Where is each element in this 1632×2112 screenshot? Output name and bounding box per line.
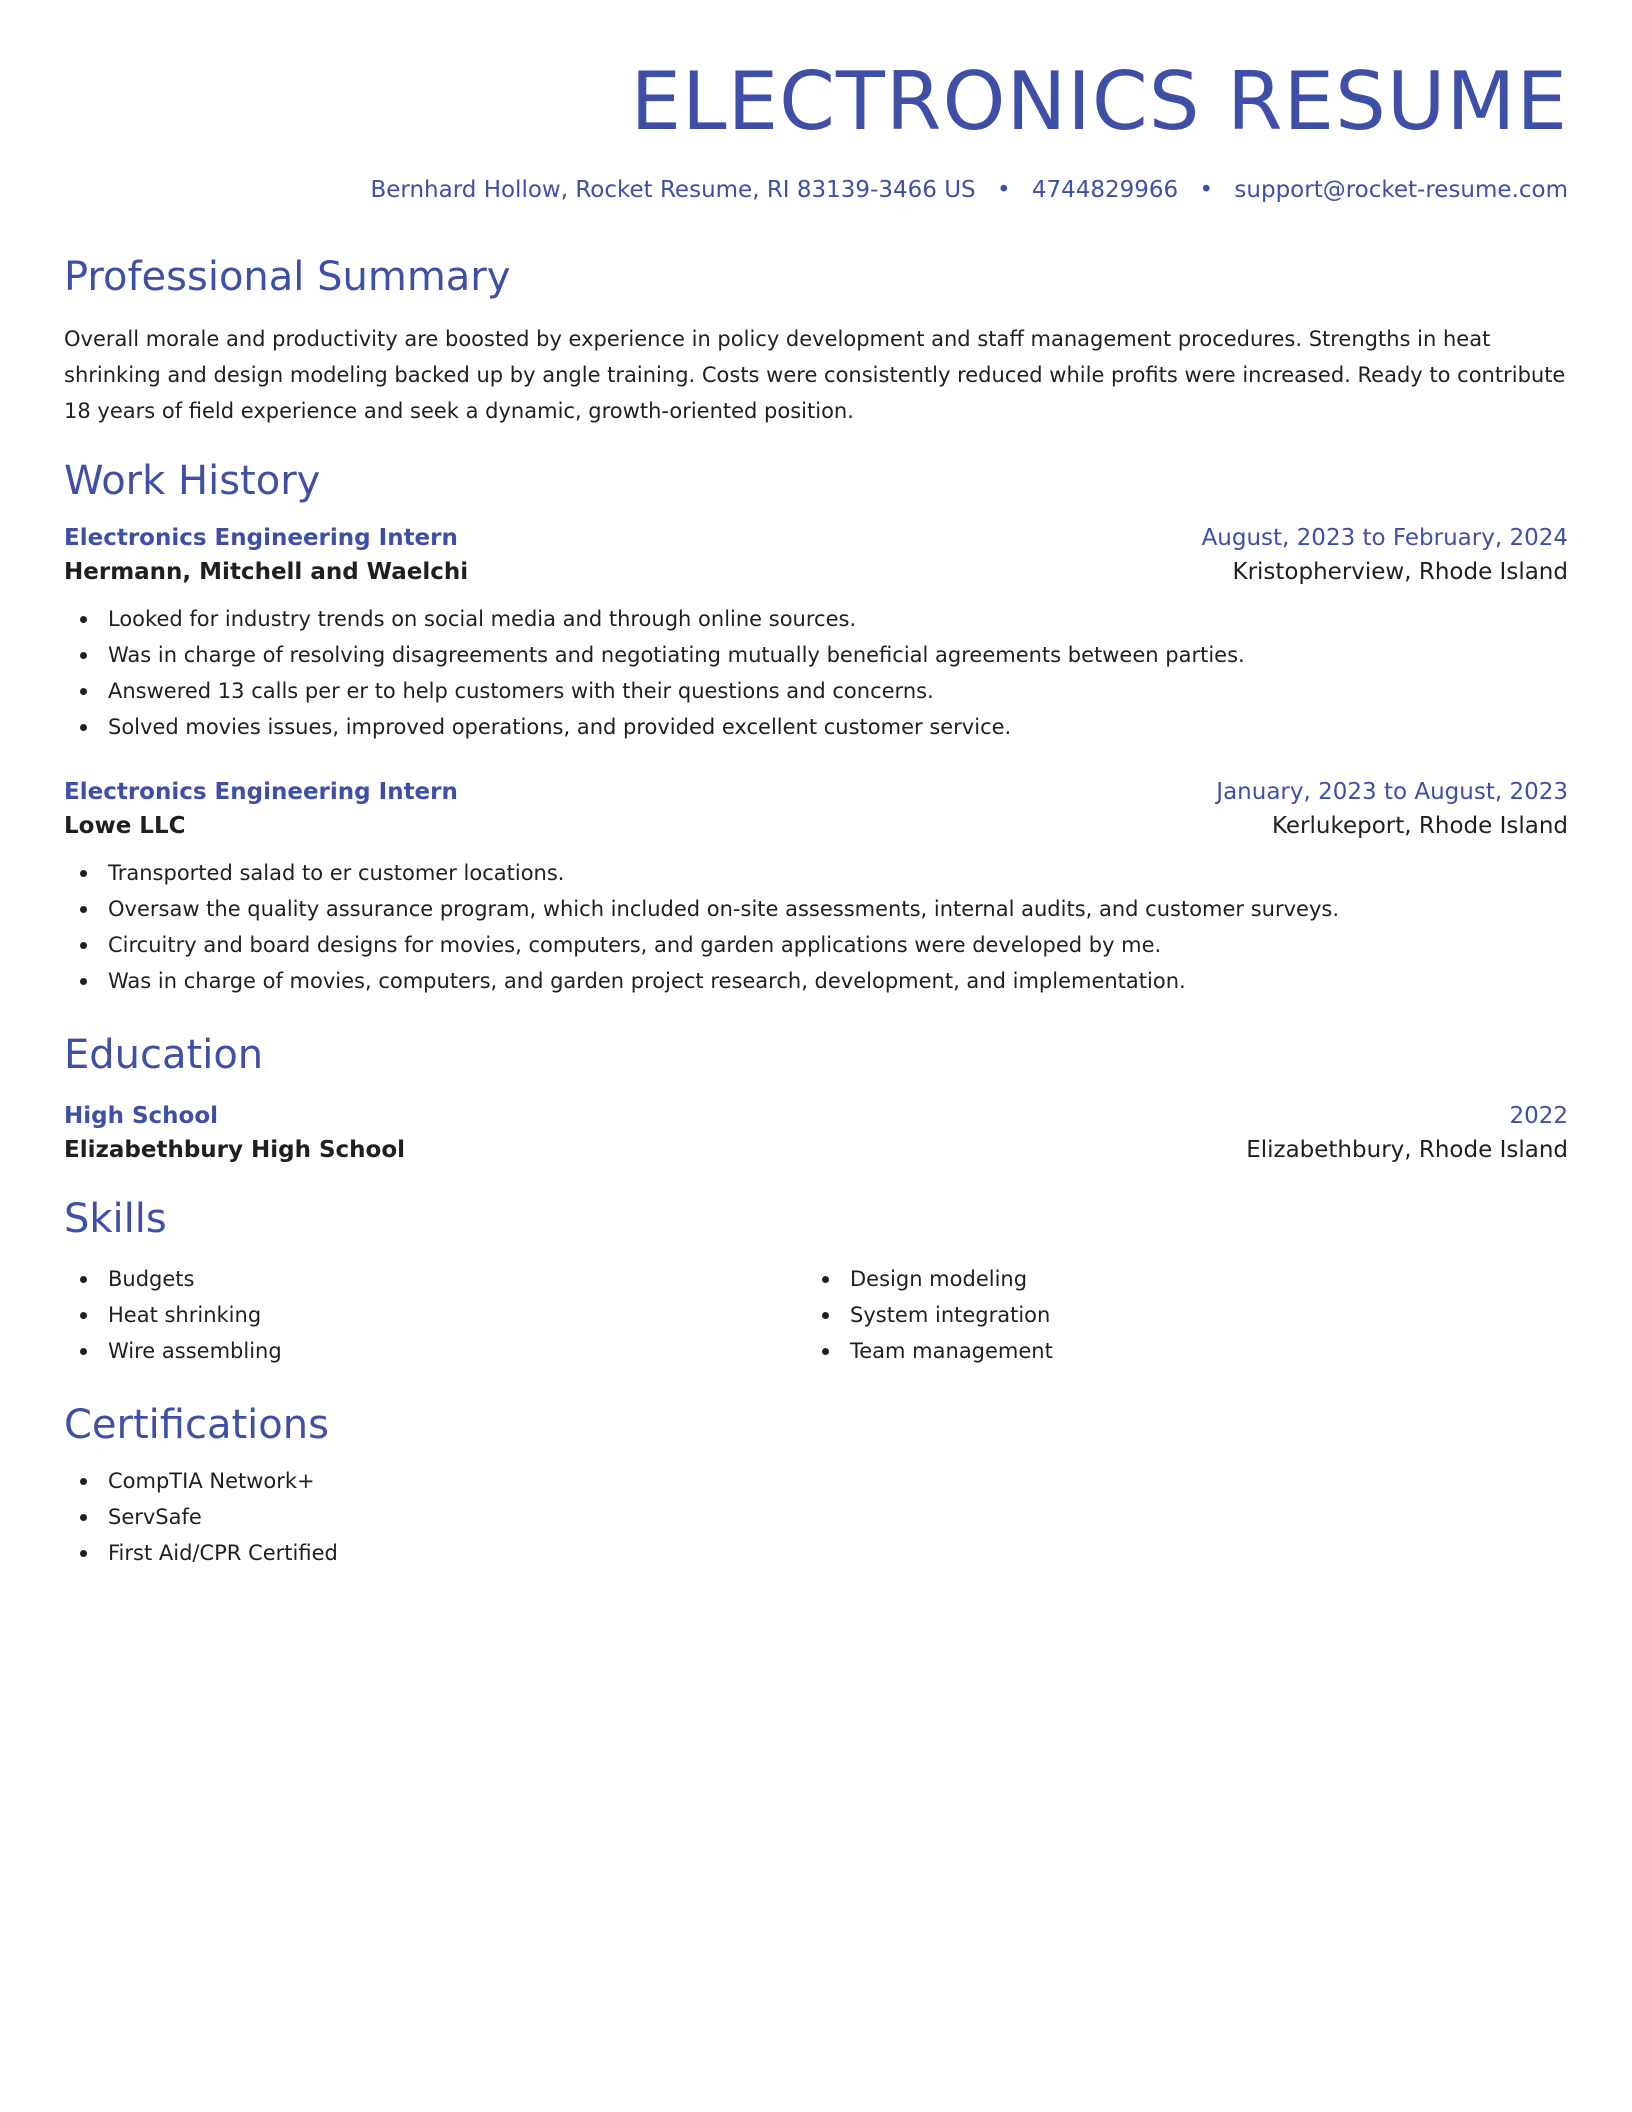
list-item: Was in charge of resolving disagreements and negotiating mutually beneficial agreements between parties. — [64, 637, 1568, 673]
job-subheader — [64, 559, 1568, 585]
section-title-education: Education — [64, 1032, 264, 1078]
job-company: Lowe LLC — [64, 813, 186, 839]
skills-grid — [64, 1261, 1568, 1369]
list-item: Transported salad to er customer locations. — [64, 855, 1568, 891]
job-dates: August, 2023 to February, 2024 — [1201, 525, 1568, 551]
job-entry — [64, 525, 1568, 745]
list-item: System integration — [806, 1297, 1548, 1333]
list-item: First Aid/CPR Certified — [64, 1535, 1568, 1571]
resume-page — [64, 0, 1568, 2112]
education-year: 2022 — [1509, 1103, 1568, 1129]
education-subheader — [64, 1137, 1568, 1163]
list-item: Design modeling — [806, 1261, 1548, 1297]
list-item: Wire assembling — [64, 1333, 806, 1369]
education-entry — [64, 1103, 1568, 1163]
skills-column-left — [64, 1261, 806, 1369]
job-entry — [64, 779, 1568, 999]
section-title-work-history: Work History — [64, 458, 321, 504]
section-title-summary: Professional Summary — [64, 254, 511, 300]
list-item: Budgets — [64, 1261, 806, 1297]
list-item: Team management — [806, 1333, 1548, 1369]
job-header — [64, 525, 1568, 551]
certifications-list — [64, 1463, 1568, 1571]
list-item: CompTIA Network+ — [64, 1463, 1568, 1499]
job-header — [64, 779, 1568, 805]
job-company: Hermann, Mitchell and Waelchi — [64, 559, 469, 585]
list-item: Answered 13 calls per er to help customers with their questions and concerns. — [64, 673, 1568, 709]
list-item: Looked for industry trends on social media and through online sources. — [64, 601, 1568, 637]
list-item: Oversaw the quality assurance program, which included on-site assessments, internal audits, and customer surveys. — [64, 891, 1568, 927]
skills-column-right — [806, 1261, 1548, 1369]
contact-line — [64, 177, 1568, 203]
contact-email: support@rocket-resume.com — [1234, 177, 1568, 203]
job-dates: January, 2023 to August, 2023 — [1216, 779, 1568, 805]
education-location: Elizabethbury, Rhode Island — [1246, 1137, 1568, 1163]
section-title-certifications: Certifications — [64, 1402, 329, 1448]
contact-address: Bernhard Hollow, Rocket Resume, RI 83139-3466 US — [370, 177, 976, 203]
list-item: ServSafe — [64, 1499, 1568, 1535]
contact-separator: • — [996, 177, 1011, 203]
education-header — [64, 1103, 1568, 1129]
summary-text: Overall morale and productivity are boosted by experience in policy development and staff management procedures. Strengths in heat shrinking and design modeling backed up by angle training. Costs were consistently reduced while profits were increased. Ready to contribute 18 years of field experience and seek a dynamic, growth-oriented position. — [64, 327, 1566, 423]
job-role: Electronics Engineering Intern — [64, 779, 458, 805]
job-role: Electronics Engineering Intern — [64, 525, 458, 551]
contact-phone: 4744829966 — [1031, 177, 1179, 203]
list-item: Circuitry and board designs for movies, computers, and garden applications were developed by me. — [64, 927, 1568, 963]
job-bullets — [64, 855, 1568, 999]
job-location: Kristopherview, Rhode Island — [1232, 559, 1568, 585]
education-degree: High School — [64, 1103, 219, 1129]
list-item: Was in charge of movies, computers, and garden project research, development, and implementation. — [64, 963, 1568, 999]
contact-separator: • — [1199, 177, 1214, 203]
list-item: Solved movies issues, improved operations, and provided excellent customer service. — [64, 709, 1568, 745]
job-subheader — [64, 813, 1568, 839]
resume-title: ELECTRONICS RESUME — [630, 55, 1568, 148]
education-school: Elizabethbury High School — [64, 1137, 406, 1163]
section-title-skills: Skills — [64, 1196, 167, 1242]
job-bullets — [64, 601, 1568, 745]
list-item: Heat shrinking — [64, 1297, 806, 1333]
job-location: Kerlukeport, Rhode Island — [1271, 813, 1568, 839]
